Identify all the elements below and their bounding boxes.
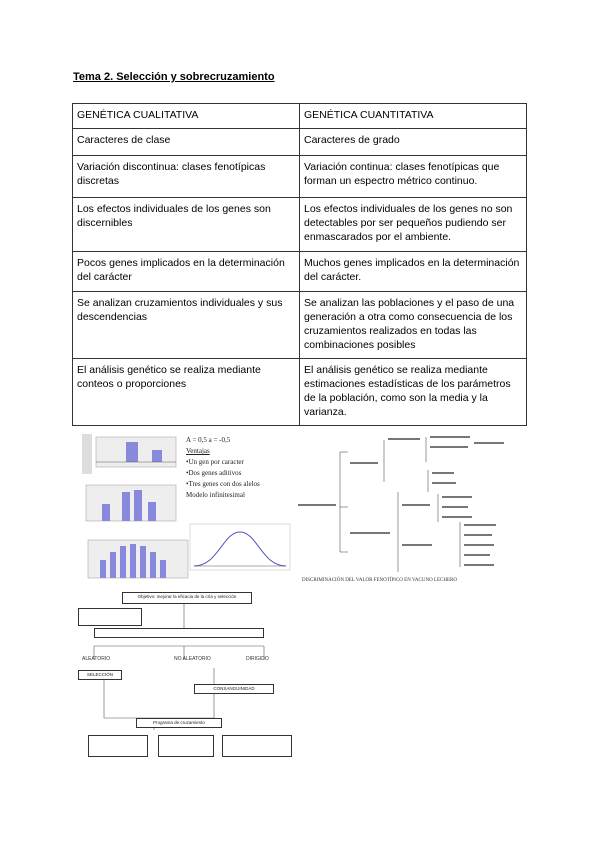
flow-box	[222, 735, 292, 757]
table-cell: Los efectos individuales de los genes no son detectables por ser pequeños pudiendo ser enmascarados por el ambiente.	[300, 198, 527, 252]
table-cell: Se analizan cruzamientos individuales y sus descendencias	[73, 292, 300, 359]
flowchart	[74, 590, 299, 765]
table-row	[73, 292, 527, 359]
legend-line: A = 0,5 a = -0,5	[186, 436, 231, 444]
flow-label-no-aleatorio: NO ALEATORIO	[174, 656, 211, 662]
comparison-table	[72, 103, 527, 426]
table-cell: Caracteres de clase	[73, 129, 300, 156]
flow-box	[158, 735, 214, 757]
table-cell: El análisis genético se realiza mediante conteos o proporciones	[73, 359, 300, 426]
table-header-row	[73, 104, 527, 129]
table-cell: Pocos genes implicados en la determinación del carácter	[73, 252, 300, 292]
tree-caption: DISCRIMINACIÓN DEL VALOR FENOTÍPICO EN VACUNO LECHERO	[302, 578, 458, 583]
table-row	[73, 129, 527, 156]
flow-label-aleatorio: ALEATORIO	[82, 656, 111, 662]
table-cell: Variación discontinua: clases fenotípicas discretas	[73, 156, 300, 198]
flow-box	[94, 628, 264, 638]
table-cell: Muchos genes implicados en la determinación del carácter.	[300, 252, 527, 292]
tree-lines	[298, 432, 523, 582]
table-cell: Los efectos individuales de los genes son discernibles	[73, 198, 300, 252]
legend-line: Ventajas	[186, 447, 210, 455]
page-title: Tema 2. Selección y sobrecruzamiento	[73, 71, 275, 83]
tree-diagram	[298, 432, 523, 587]
flow-top-box: Objetivo: mejorar la eficacia de la cría y selección	[122, 592, 252, 604]
table-cell: Caracteres de grado	[300, 129, 527, 156]
table-row	[73, 359, 527, 426]
legend-line: •Un gen por caracter	[186, 458, 244, 466]
legend-line: Modelo infinitesimal	[186, 491, 245, 499]
table-row	[73, 156, 527, 198]
histograms-figure	[78, 432, 293, 582]
table-cell: Variación continua: clases fenotípicas que forman un espectro métrico continuo.	[300, 156, 527, 198]
header-cualitativa: GENÉTICA CUALITATIVA	[73, 104, 300, 129]
table-cell: El análisis genético se realiza mediante estimaciones estadísticas de los parámetros de la población, como son la media y la varianza.	[300, 359, 527, 426]
flow-label-dirigido: DIRIGIDO	[246, 656, 269, 662]
table-row	[73, 198, 527, 252]
table-row	[73, 252, 527, 292]
legend-line: •Dos genes aditivos	[186, 469, 242, 477]
flow-programa-box: Programa de cruzamiento	[136, 718, 222, 728]
header-cuantitativa: GENÉTICA CUANTITATIVA	[300, 104, 527, 129]
flow-seleccion-box: SELECCIÓN	[78, 670, 122, 680]
legend-line: •Tres genes con dos alelos	[186, 480, 260, 488]
flow-box	[78, 608, 142, 626]
table-cell: Se analizan las poblaciones y el paso de una generación a otra como consecuencia de los cruzamientos realizados en todas las combinaciones posibles	[300, 292, 527, 359]
flow-consanguinidad-box: CONSANGUINIDAD	[194, 684, 274, 694]
flow-box	[88, 735, 148, 757]
